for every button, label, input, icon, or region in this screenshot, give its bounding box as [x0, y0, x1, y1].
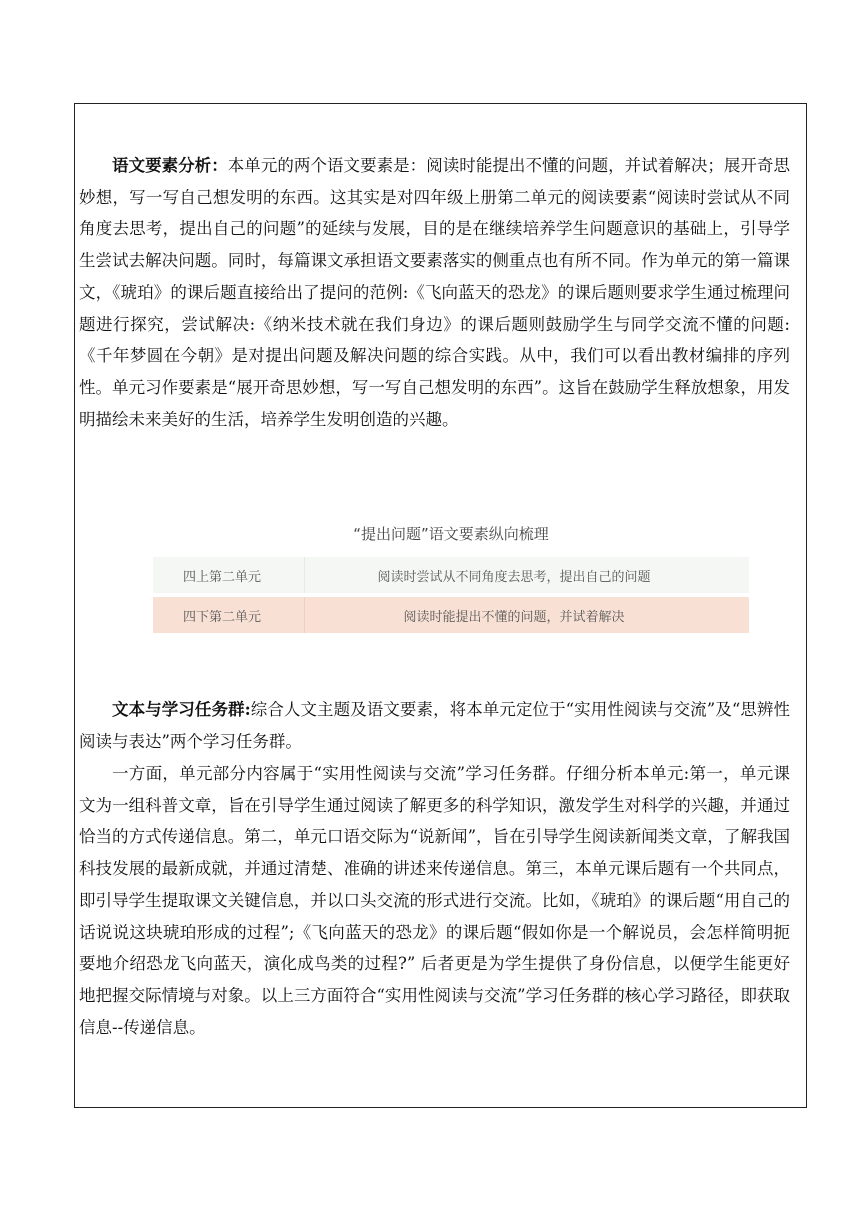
- figure-question-elements: [153, 519, 749, 633]
- figure-row: [153, 597, 749, 633]
- section-body: 一方面，单元部分内容属于“实用性阅读与交流”学习任务群。仔细分析本单元:第一，单元课文为一组科普文章，旨在引导学生通过阅读了解更多的科学知识，激发学生对科学的兴趣，并通过恰当的方式传递信息。第二，单元口语交际为“说新闻”，旨在引导学生阅读新闻类文章，了解我国科技发展的最新成就，并通过清楚、准确的讲述来传递信息。第三，本单元课后题有一个共同点，即引导学生提取课文关键信息，并以口头交流的形式进行交流。比如，《琥珀》的课后题“用自己的话说说这块琥珀形成的过程”;《飞向蓝天的恐龙》的课后题“假如你是一个解说员，会怎样简明扼要地介绍恐龙飞向蓝天，演化成鸟类的过程?” 后者更是为学生提供了身份信息，以便学生能更好地把握交际情境与对象。以上三方面符合“实用性阅读与交流”学习任务群的核心学习路径，即获取信息--传递信息。: [79, 764, 790, 1037]
- section-body: 综合人文主题及语文要素，将本单元定位于“实用性阅读与交流”及“思辨性阅读与表达”两个学习任务群。: [79, 700, 790, 751]
- figure-title: “提出问题”语文要素纵向梳理: [353, 525, 549, 543]
- section-practical-reading: [75, 758, 808, 1043]
- figure-row-desc: 阅读时能提出不懂的问题，并试着解决: [403, 609, 625, 625]
- content-frame: [74, 103, 807, 1108]
- section-language-elements: [75, 150, 808, 435]
- figure-row-unit: 四上第二单元: [153, 557, 305, 593]
- section-task-groups: [75, 694, 808, 757]
- section-body: 本单元的两个语文要素是：阅读时能提出不懂的问题，并试着解决；展开奇思妙想，写一写自己想发明的东西。这其实是对四年级上册第二单元的阅读要素“阅读时尝试从不同角度去思考，提出自己的问题”的延续与发展，目的是在继续培养学生问题意识的基础上，引导学生尝试去解决问题。同时，每篇课文承担语文要素落实的侧重点也有所不同。作为单元的第一篇课文，《琥珀》的课后题直接给出了提问的范例:《飞向蓝天的恐龙》的课后题则要求学生通过梳理问题进行探究，尝试解决:《纳米技术就在我们身边》的课后题则鼓励学生与同学交流不懂的问题:《千年梦圆在今朝》是对提出问题及解决问题的综合实践。从中，我们可以看出教材编排的序列性。单元习作要素是“展开奇思妙想，写一写自己想发明的东西”。这旨在鼓励学生释放想象，用发明描绘未来美好的生活，培养学生发明创造的兴趣。: [79, 156, 791, 429]
- section-heading: 文本与学习任务群:: [112, 700, 251, 719]
- figure-row-unit: 四下第二单元: [153, 597, 305, 633]
- figure-row-desc: 阅读时尝试从不同角度去思考，提出自己的问题: [377, 569, 651, 585]
- section-heading: 语文要素分析：: [112, 156, 228, 175]
- figure-row: [153, 557, 749, 593]
